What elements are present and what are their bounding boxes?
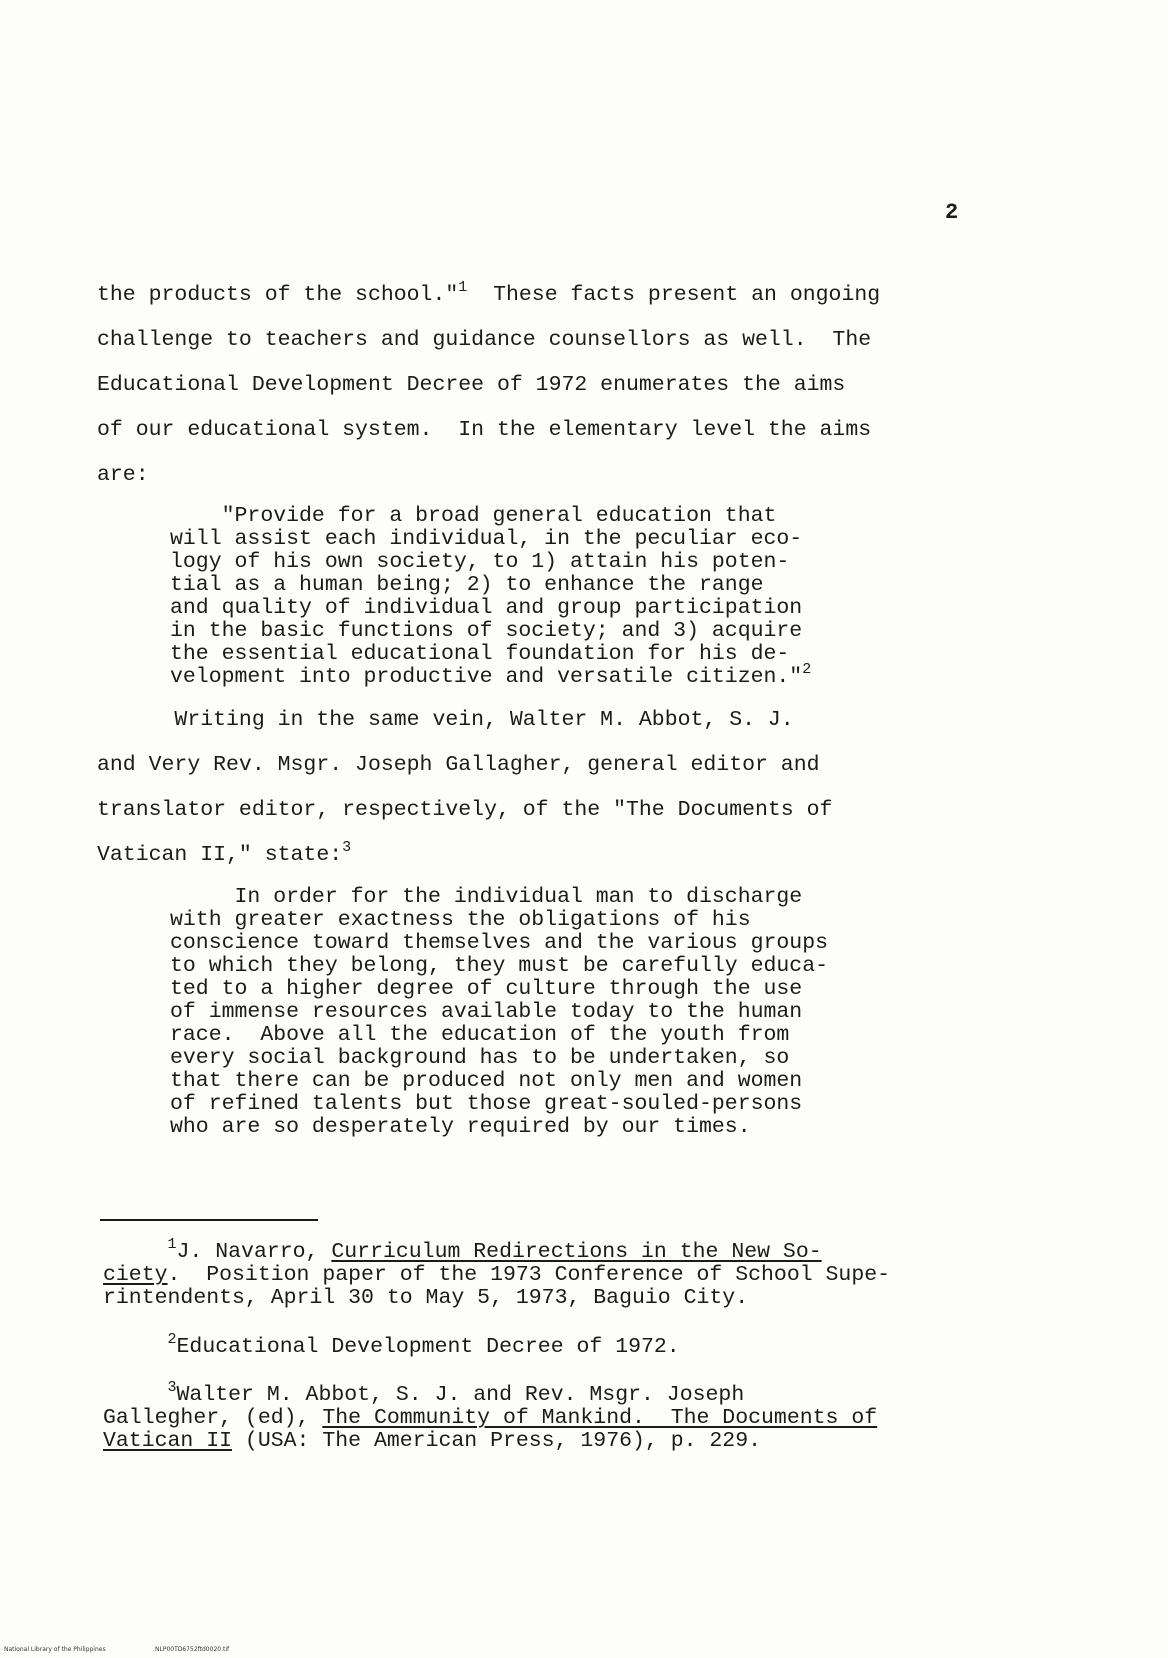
quote-line: that there can be produced not only men and women bbox=[170, 1069, 803, 1093]
page-number: 2 bbox=[945, 200, 959, 225]
text-line: translator editor, respectively, of the "The Documents of bbox=[97, 798, 833, 822]
text-line: Writing in the same vein, Walter M. Abbot, S. J. bbox=[97, 708, 794, 732]
quote-line: conscience toward themselves and the various groups bbox=[170, 931, 829, 955]
text-line: of our educational system. In the elementary level the aims bbox=[97, 418, 872, 442]
quote-line: "Provide for a broad general education that bbox=[170, 504, 777, 528]
quote-line: ted to a higher degree of culture through the use bbox=[170, 977, 803, 1001]
quote-line: In order for the individual man to discharge bbox=[170, 885, 803, 909]
quote-line: who are so desperately required by our times. bbox=[170, 1115, 751, 1139]
footnote-line: Gallegher, (ed), The Community of Mankind. The Documents of bbox=[103, 1406, 878, 1430]
footnote-line: $^3$Walter M. Abbot, S. J. and Rev. Msgr. Joseph bbox=[167, 1379, 745, 1407]
footnote-divider bbox=[100, 1219, 318, 1221]
quote-line: the essential educational foundation for his de- bbox=[170, 642, 790, 666]
quote-line: logy of his own society, to 1) attain his poten- bbox=[170, 550, 790, 574]
footnote-line: Vatican II (USA: The American Press, 1976), p. 229. bbox=[103, 1429, 762, 1453]
footnote-line: $^2$Educational Development Decree of 1972. bbox=[167, 1331, 680, 1359]
footnote-marker: 2 bbox=[167, 1331, 177, 1348]
scan-library-credit: National Library of the Philippines bbox=[4, 1646, 106, 1653]
text-line: and Very Rev. Msgr. Joseph Gallagher, general editor and bbox=[97, 753, 820, 777]
quote-line: in the basic functions of society; and 3) acquire bbox=[170, 619, 803, 643]
quote-line: tial as a human being; 2) to enhance the range bbox=[170, 573, 764, 597]
quote-line: every social background has to be undertaken, so bbox=[170, 1046, 790, 1070]
footnote-marker: 1 bbox=[167, 1236, 177, 1253]
scan-file-id: NLP00TD6752ftd0020.tif bbox=[155, 1646, 230, 1653]
text-line: Educational Development Decree of 1972 enumerates the aims bbox=[97, 373, 846, 397]
quote-line: with greater exactness the obligations of his bbox=[170, 908, 751, 932]
quote-line: and quality of individual and group participation bbox=[170, 596, 803, 620]
footnote-marker: 3 bbox=[167, 1379, 177, 1396]
footnote-ref: 2 bbox=[802, 661, 812, 678]
text-line: challenge to teachers and guidance counsellors as well. The bbox=[97, 328, 872, 352]
footnote-line: $^1$J. Navarro, Curriculum Redirections in the New So- bbox=[167, 1236, 822, 1264]
quote-line: of refined talents but those great-souled-persons bbox=[170, 1092, 803, 1116]
footnote-ref: 1 bbox=[458, 279, 468, 296]
quote-line: will assist each individual, in the peculiar eco- bbox=[170, 527, 803, 551]
quote-line: of immense resources available today to the human bbox=[170, 1000, 803, 1024]
footnote-line: rintendents, April 30 to May 5, 1973, Baguio City. bbox=[103, 1286, 749, 1310]
footnote-ref: 3 bbox=[342, 839, 352, 856]
text-line: the products of the school."$^1$ These facts present an ongoing bbox=[97, 279, 881, 307]
quote-line: velopment into productive and versatile citizen."$^2$ bbox=[170, 661, 812, 689]
quote-line: to which they belong, they must be carefully educa- bbox=[170, 954, 829, 978]
text-line: are: bbox=[97, 463, 149, 487]
quote-line: race. Above all the education of the youth from bbox=[170, 1023, 790, 1047]
text-line: Vatican II," state:$^3$ bbox=[97, 839, 352, 867]
footnote-line: ciety. Position paper of the 1973 Conference of School Supe- bbox=[103, 1263, 891, 1287]
